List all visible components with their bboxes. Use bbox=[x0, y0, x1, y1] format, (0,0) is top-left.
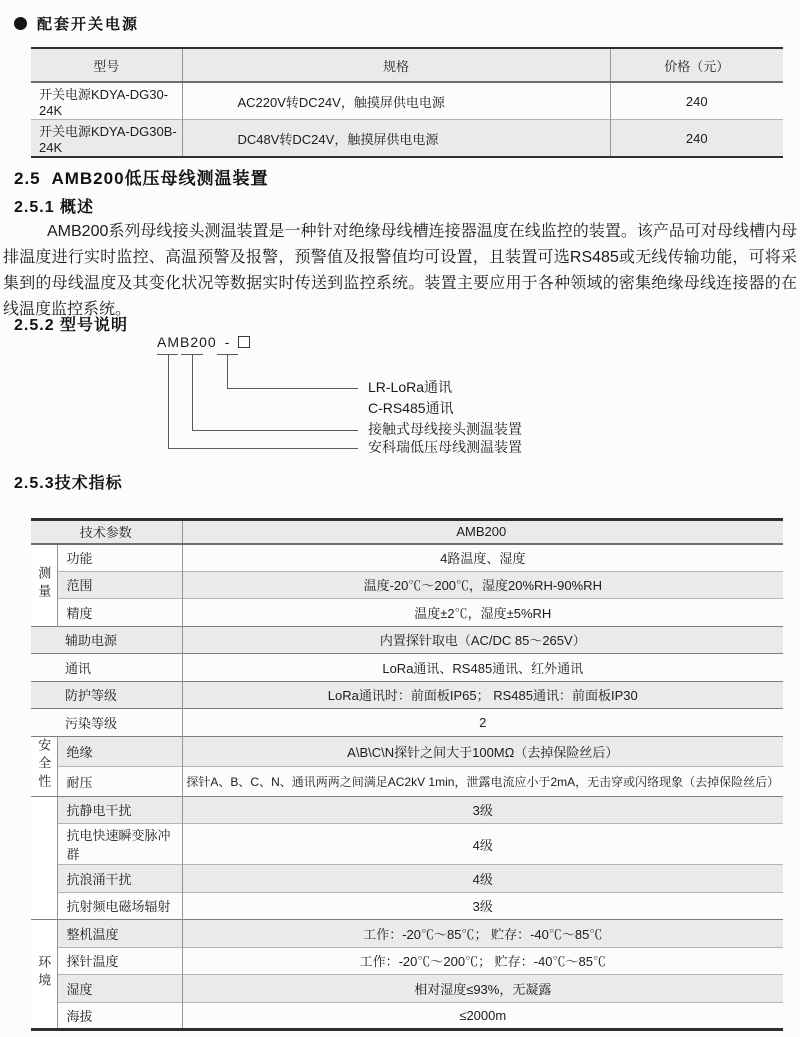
price-cell: 240 bbox=[610, 120, 783, 158]
model-dash: - bbox=[224, 334, 231, 350]
param-value: LoRa通讯时：前面板IP65； RS485通讯：前面板IP30 bbox=[182, 681, 783, 709]
tech-row bbox=[31, 824, 783, 865]
param-label: 抗静电干扰 bbox=[57, 796, 182, 824]
param-value: A\B\C\N探针之间大于100MΩ（去掉保险丝后） bbox=[182, 736, 783, 766]
model-cell: 开关电源KDYA-DG30B-24K bbox=[31, 120, 182, 158]
param-value: 3级 bbox=[182, 796, 783, 824]
group-cell-safety bbox=[31, 736, 57, 796]
tech-row bbox=[31, 626, 783, 654]
table-header-row bbox=[31, 48, 783, 82]
model-cell: 开关电源KDYA-DG30-24K bbox=[31, 82, 182, 120]
tech-row bbox=[31, 766, 783, 796]
group-label-safety: 安全性 bbox=[36, 737, 52, 792]
group-label-measure: 测量 bbox=[36, 565, 52, 602]
param-label: 精度 bbox=[57, 599, 182, 627]
spec-cell: AC220V转DC24V，触摸屏供电电源 bbox=[182, 82, 610, 120]
param-label: 抗浪涌干扰 bbox=[57, 865, 182, 893]
param-value: 内置探针取电（AC/DC 85～265V） bbox=[182, 626, 783, 654]
power-supply-heading-label: 配套开关电源 bbox=[37, 16, 140, 33]
param-label: 绝缘 bbox=[57, 736, 182, 766]
param-value: 4路温度、湿度 bbox=[182, 544, 783, 572]
tech-header-row bbox=[31, 520, 783, 544]
param-value: 温度±2℃，湿度±5%RH bbox=[182, 599, 783, 627]
param-label: 辅助电源 bbox=[31, 626, 182, 654]
branch-label-base: 安科瑞低压母线测温装置 bbox=[368, 439, 522, 455]
model-code: AMB200 bbox=[157, 334, 217, 350]
param-label: 通讯 bbox=[31, 654, 182, 682]
param-label: 污染等级 bbox=[31, 709, 182, 737]
param-value: 工作：-20℃～85℃； 贮存：-40℃～85℃ bbox=[182, 920, 783, 948]
price-cell: 240 bbox=[685, 93, 708, 109]
tech-row bbox=[31, 736, 783, 766]
diagram-connector-line bbox=[168, 448, 358, 449]
param-label: 抗电快速瞬变脉冲群 bbox=[57, 824, 182, 865]
model-description-title: 2.5.2 型号说明 bbox=[14, 317, 129, 334]
branch-label-contact: 接触式母线接头测温装置 bbox=[368, 421, 522, 437]
group-cell-emc bbox=[31, 796, 57, 920]
param-label: 耐压 bbox=[57, 766, 182, 796]
tech-row bbox=[31, 920, 783, 948]
param-value: LoRa通讯、RS485通讯、红外通讯 bbox=[182, 654, 783, 682]
model-suffix-box bbox=[238, 336, 250, 348]
tech-row bbox=[31, 709, 783, 737]
param-label: 探针温度 bbox=[57, 947, 182, 975]
param-value: 4级 bbox=[182, 824, 783, 865]
diagram-connector-line bbox=[192, 430, 358, 431]
tech-header-value: AMB200 bbox=[182, 520, 783, 544]
tech-row bbox=[31, 1002, 783, 1030]
param-label: 防护等级 bbox=[31, 681, 182, 709]
diagram-connector-line bbox=[227, 354, 228, 388]
tech-row bbox=[31, 654, 783, 682]
param-value: 4级 bbox=[182, 865, 783, 893]
group-cell-environment bbox=[31, 920, 57, 1030]
overview-title: 2.5.1 概述 bbox=[14, 199, 95, 216]
table-row bbox=[31, 82, 783, 120]
column-header-model: 型号 bbox=[31, 48, 182, 82]
param-label: 功能 bbox=[57, 544, 182, 572]
tech-spec-title: 2.5.3技术指标 bbox=[14, 475, 123, 492]
param-value: 探针A、B、C、N、通讯两两之间满足AC2kV 1min，泄露电流应小于2mA，无击穿或闪络现象（去掉保险丝后） bbox=[182, 766, 783, 796]
diagram-connector-line bbox=[192, 354, 193, 430]
section-title: 2.5 AMB200低压母线测温装置 bbox=[14, 169, 269, 188]
tech-row bbox=[31, 892, 783, 920]
branch-label-rs485: C-RS485通讯 bbox=[368, 400, 454, 416]
table-row bbox=[31, 120, 783, 158]
diagram-connector-line bbox=[227, 388, 358, 389]
group-cell-measure bbox=[31, 544, 57, 627]
spec-cell: DC48V转DC24V，触摸屏供电电源 bbox=[182, 120, 610, 158]
model-code-line bbox=[157, 334, 250, 350]
tech-row bbox=[31, 796, 783, 824]
param-value: 3级 bbox=[182, 892, 783, 920]
tech-header-param: 技术参数 bbox=[31, 520, 182, 544]
param-value: ≤2000m bbox=[182, 1002, 783, 1030]
column-header-spec: 规格 bbox=[182, 48, 610, 82]
param-value: 相对湿度≤93%，无凝露 bbox=[182, 975, 783, 1003]
power-supply-heading bbox=[14, 13, 139, 34]
tech-row bbox=[31, 544, 783, 572]
param-value: 2 bbox=[182, 709, 783, 737]
overview-paragraph: AMB200系列母线接头测温装置是一种针对绝缘母线槽连接器温度在线监控的装置。该产品可对母线槽内母排温度进行实时监控、高温预警及报警，预警值及报警值均可设置，且装置可选RS485或无线传输功能，可将采集到的母线温度及其变化状况等数据实时传送到监控系统。装置主要应用于各种领域的密集绝缘母线连接器的在线温度监控系统。 bbox=[3, 223, 797, 318]
tech-spec-table bbox=[31, 518, 783, 1031]
column-header-price: 价格（元） bbox=[610, 48, 783, 82]
param-value: 工作：-20℃～200℃； 贮存：-40℃～85℃ bbox=[182, 947, 783, 975]
param-label: 抗射频电磁场辐射 bbox=[57, 892, 182, 920]
branch-label-lora: LR-LoRa通讯 bbox=[368, 379, 453, 395]
diagram-connector-line bbox=[168, 354, 169, 448]
param-label: 湿度 bbox=[57, 975, 182, 1003]
param-value: 温度-20℃～200℃，湿度20%RH-90%RH bbox=[182, 571, 783, 599]
tech-row bbox=[31, 975, 783, 1003]
bullet-icon bbox=[14, 17, 27, 30]
param-label: 整机温度 bbox=[57, 920, 182, 948]
power-supply-table bbox=[31, 47, 783, 158]
tech-row bbox=[31, 947, 783, 975]
param-label: 范围 bbox=[57, 571, 182, 599]
tech-row bbox=[31, 571, 783, 599]
tech-row bbox=[31, 599, 783, 627]
group-label-environment: 环境 bbox=[36, 954, 52, 991]
param-label: 海拔 bbox=[57, 1002, 182, 1030]
tech-row bbox=[31, 865, 783, 893]
tech-row bbox=[31, 681, 783, 709]
